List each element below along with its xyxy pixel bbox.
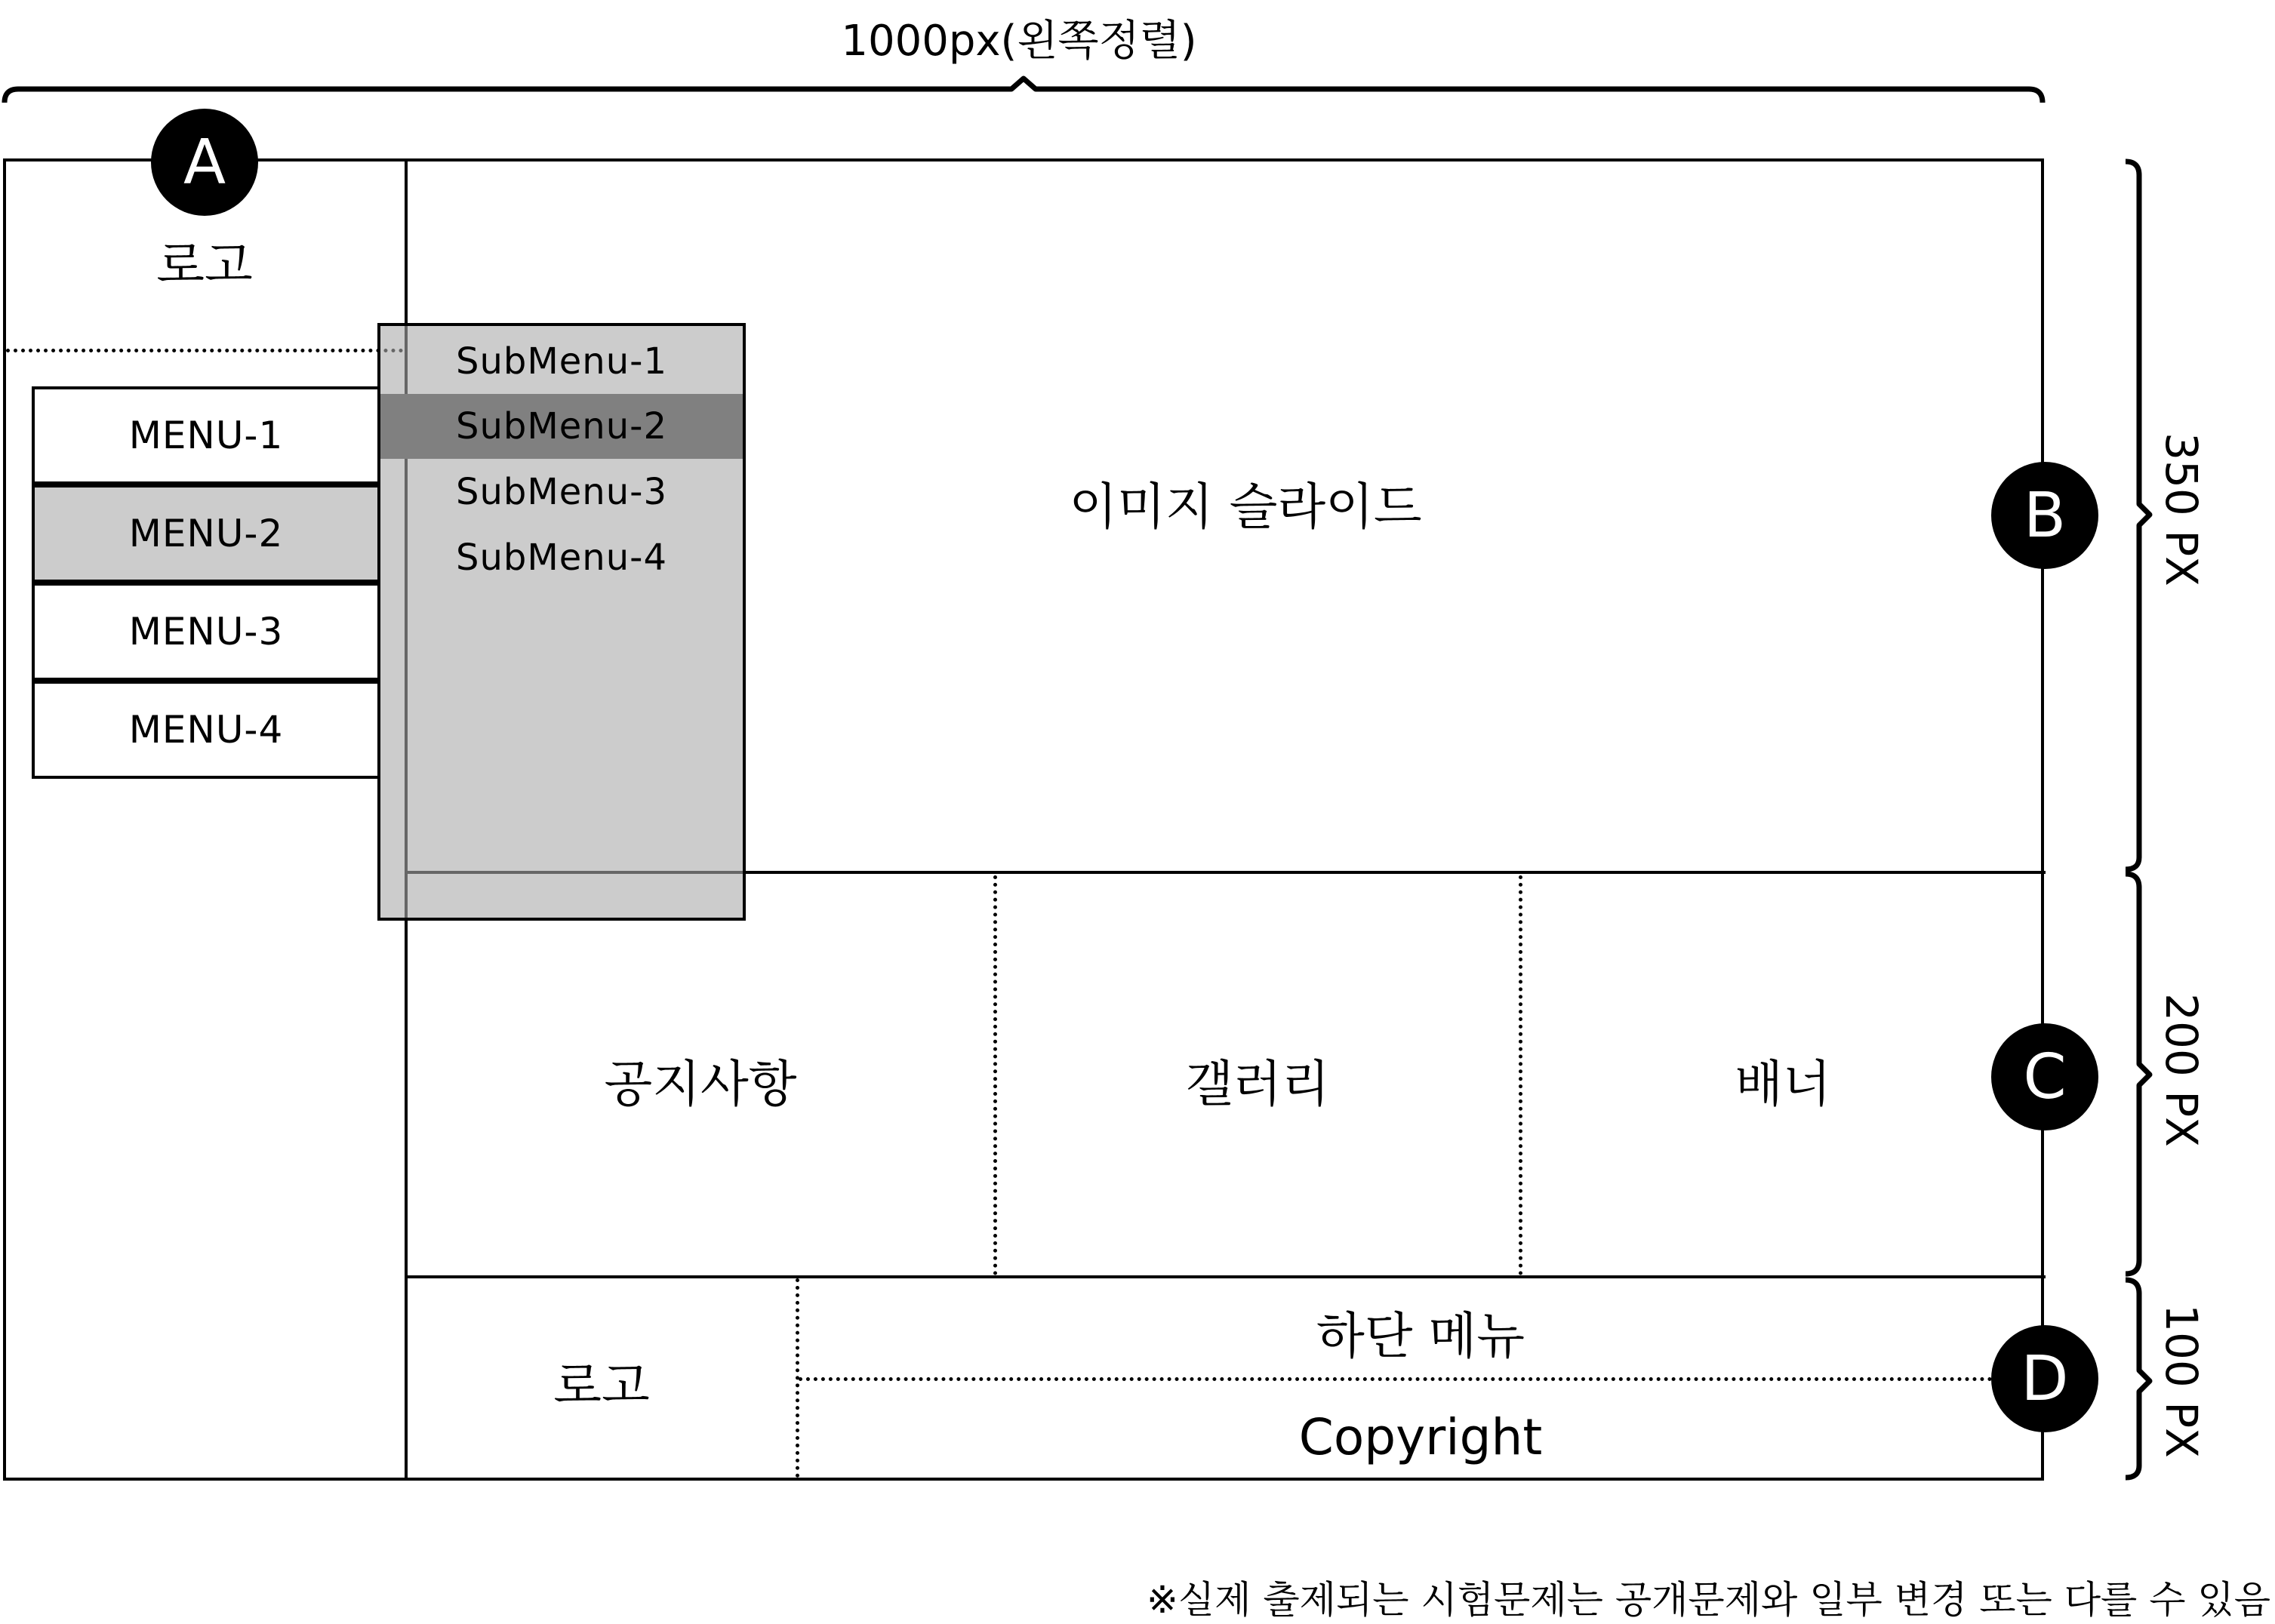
header-logo: 로고	[156, 235, 253, 294]
badge-c: C	[1991, 1023, 2098, 1130]
footer-top-line	[408, 1275, 2046, 1278]
content-divider-1	[993, 875, 997, 1275]
banner-label: 배너	[1735, 1054, 1831, 1113]
height-label-100: 100 PX	[2156, 1304, 2207, 1458]
footer-divider-horizontal	[799, 1377, 1993, 1381]
height-label-200: 200 PX	[2156, 993, 2207, 1147]
badge-d: D	[1991, 1325, 2098, 1432]
height-brace-350	[2126, 161, 2150, 869]
badge-a: A	[151, 109, 258, 216]
height-brace-200	[2126, 874, 2150, 1274]
gallery-label: 갤러리	[1185, 1054, 1330, 1113]
height-brace-100	[2126, 1280, 2150, 1478]
layout-frame	[3, 158, 2044, 1481]
footer-logo: 로고	[553, 1356, 650, 1415]
submenu-item-1[interactable]: SubMenu-1	[455, 340, 667, 383]
notice-label: 공지사항	[604, 1054, 797, 1113]
badge-b: B	[1991, 462, 2098, 569]
submenu-item-4[interactable]: SubMenu-4	[455, 537, 667, 579]
submenu-item-3[interactable]: SubMenu-3	[455, 471, 667, 513]
submenu-item-2[interactable]: SubMenu-2	[380, 394, 743, 459]
copyright-text: Copyright	[1298, 1407, 1543, 1466]
image-slide-label: 이미지 슬라이드	[1069, 477, 1422, 536]
content-divider-2	[1519, 875, 1522, 1275]
footer-menu: 하단 메뉴	[1316, 1306, 1525, 1365]
menu-item-2[interactable]: MENU-2	[32, 484, 380, 583]
width-label: 1000px(왼쪽정렬)	[841, 17, 1197, 66]
height-label-350: 350 PX	[2156, 432, 2207, 586]
menu-item-1[interactable]: MENU-1	[32, 386, 380, 484]
menu-item-4[interactable]: MENU-4	[32, 681, 380, 779]
width-brace	[5, 78, 2043, 103]
logo-separator	[6, 349, 403, 352]
menu-item-3[interactable]: MENU-3	[32, 583, 380, 681]
footnote: ※실제 출제되는 시험문제는 공개문제와 일부 변경 또는 다를 수 있음	[1146, 1578, 2270, 1622]
